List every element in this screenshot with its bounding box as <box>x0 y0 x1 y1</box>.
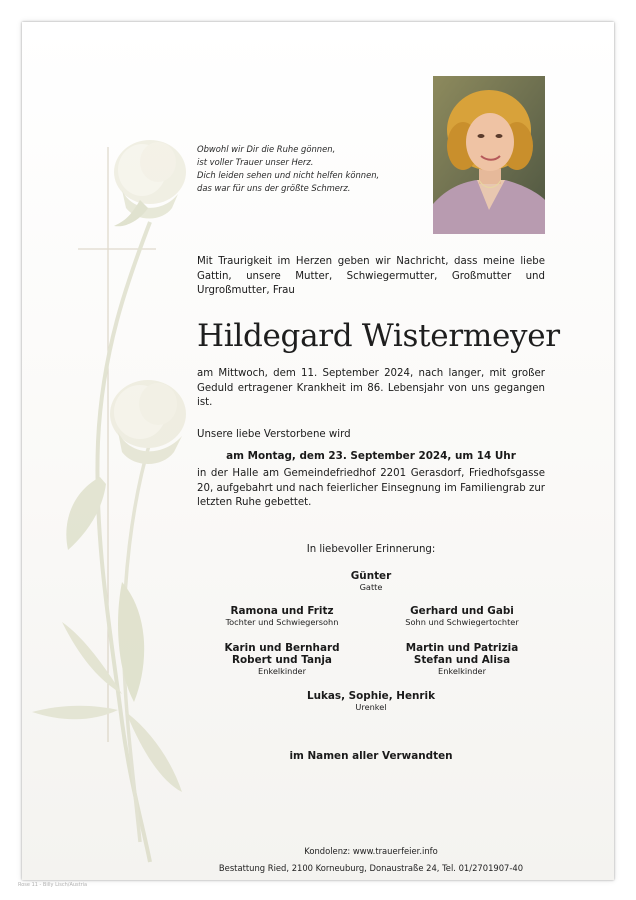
mourner-names: Stefan und Alisa <box>413 654 511 666</box>
mourner-names: Martin und Patrizia <box>405 642 519 654</box>
funeral-date: am Montag, dem 23. September 2024, um 14 Uhr <box>226 450 516 462</box>
mourner-relation: Enkelkinder <box>258 666 306 676</box>
rose-upper <box>114 140 186 226</box>
mourner-relation: Urenkel <box>355 702 387 712</box>
relatives-line: im Namen aller Verwandten <box>289 750 453 762</box>
mourner-names: Karin und Bernhard <box>224 642 340 654</box>
rose-cross-decoration <box>22 22 222 880</box>
leaf-2 <box>118 582 144 702</box>
deceased-name: Hildegard Wistermeyer <box>197 318 560 354</box>
death-details: am Mittwoch, dem 11. September 2024, nach langer, mit großer Geduld ertragener Krankheit im 86. Lebensjahr von uns gegangen ist. <box>197 368 545 409</box>
undertaker-line: Bestattung Ried, 2100 Korneuburg, Donaustraße 24, Tel. 01/2701907-40 <box>218 863 524 873</box>
rose-lower <box>110 380 186 464</box>
mourner-son <box>372 605 552 627</box>
rose-stem-upper <box>97 222 150 862</box>
mourner-names: Robert und Tanja <box>232 654 332 666</box>
poem-line: Obwohl wir Dir die Ruhe gönnen, <box>197 144 336 154</box>
leaf-4 <box>32 706 118 720</box>
poem <box>197 143 437 195</box>
funeral-intro: Unsere liebe Verstorbene wird <box>197 429 351 440</box>
poem-line: ist voller Trauer unser Herz. <box>197 157 314 167</box>
mourner-names: Günter <box>350 570 392 582</box>
condolence-line: Kondolenz: www.trauerfeier.info <box>304 846 438 856</box>
poem-line: das war für uns der größte Schmerz. <box>197 183 351 193</box>
poem-line: Dich leiden sehen und nicht helfen können, <box>197 170 380 180</box>
obituary-card <box>22 22 614 880</box>
mourner-grandchildren-right <box>372 642 552 676</box>
announcement-text: Mit Traurigkeit im Herzen geben wir Nachricht, dass meine liebe Gattin, unsere Mutter, Schwiegermutter, Großmutter und Urgroßmutter, Frau <box>197 256 545 297</box>
mourner-grandchildren-left <box>192 642 372 676</box>
mourner-daughter <box>192 605 372 627</box>
mourner-relation: Tochter und Schwiegersohn <box>225 617 339 627</box>
mourner-relation: Gatte <box>359 582 383 592</box>
mourner-spouse <box>197 570 545 592</box>
mourner-relation: Enkelkinder <box>438 666 486 676</box>
mourner-great-grandchildren <box>197 690 545 712</box>
mourner-names: Gerhard und Gabi <box>410 605 514 617</box>
portrait-photo <box>433 76 545 234</box>
memory-heading: In liebevoller Erinnerung: <box>306 544 436 555</box>
mourner-names: Lukas, Sophie, Henrik <box>306 690 436 702</box>
funeral-location: in der Halle am Gemeindefriedhof 2201 Gerasdorf, Friedhofsgasse 20, aufgebahrt und nach feierlicher Einsegnung im Familiengrab zur letzten Ruhe gebettet. <box>197 468 545 509</box>
image-credit: Rose 11 - Billy Lisch/Austria <box>18 882 88 888</box>
mourner-relation: Sohn und Schwiegertochter <box>405 617 519 627</box>
mourner-names: Ramona und Fritz <box>230 605 334 617</box>
